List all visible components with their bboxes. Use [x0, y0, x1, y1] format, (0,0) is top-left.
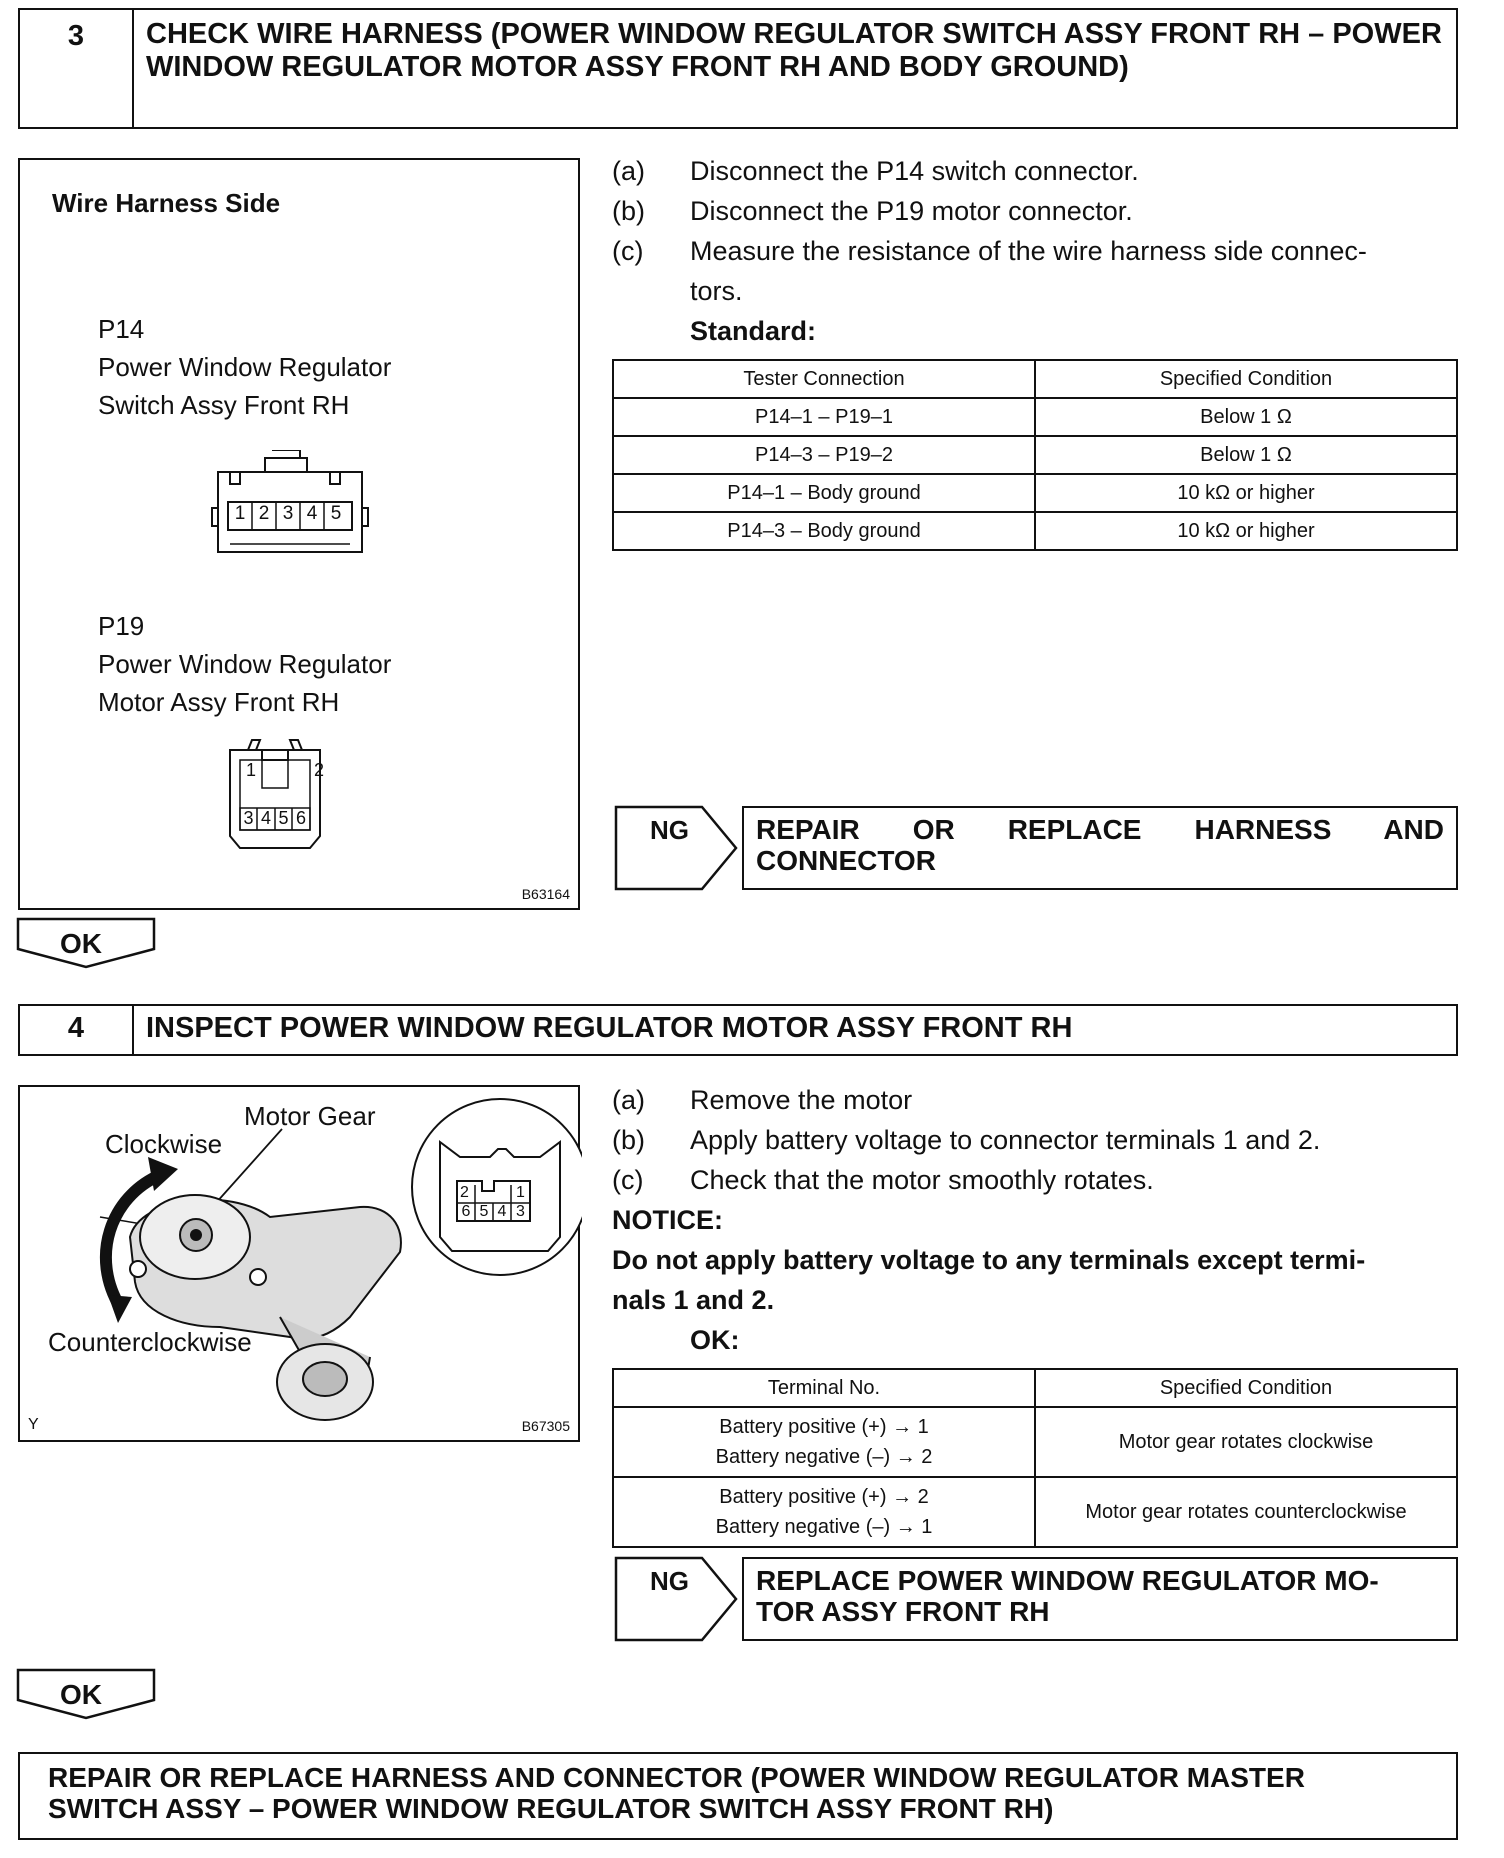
- wire-harness-figure: [18, 158, 580, 910]
- standard-label: Standard:: [690, 316, 817, 346]
- table-header: Tester Connection: [613, 360, 1035, 398]
- p14-pin: 4: [306, 503, 318, 524]
- motor-pin: 1: [516, 1184, 525, 1201]
- resistance-spec-table: [612, 359, 1458, 551]
- table-cell: 10 kΩ or higher: [1035, 474, 1457, 512]
- table-cell: 10 kΩ or higher: [1035, 512, 1457, 550]
- notice-text-line2: nals 1 and 2.: [612, 1285, 775, 1315]
- table-row: [613, 398, 1457, 436]
- p19-pin: 3: [243, 808, 254, 828]
- step-3-header: [18, 8, 1458, 129]
- standard-row: [612, 311, 1462, 351]
- instruction-item: [612, 1160, 1462, 1200]
- ng-result-line2: TOR ASSY FRONT RH: [756, 1596, 1050, 1627]
- instruction-letter: (a): [612, 1085, 645, 1115]
- p14-pin-row: [228, 503, 352, 531]
- motor-figure: [18, 1085, 580, 1442]
- table-cell: P14–1 – Body ground: [613, 474, 1035, 512]
- ng-result-line1: REPLACE POWER WINDOW REGULATOR MO-: [756, 1565, 1379, 1596]
- instruction-letter: (c): [612, 236, 644, 266]
- notice-text-line1: Do not apply battery voltage to any terminals except termi-: [612, 1245, 1366, 1275]
- p14-code: P14: [98, 314, 145, 344]
- final-result-line2: SWITCH ASSY – POWER WINDOW REGULATOR SWITCH ASSY FRONT RH): [48, 1793, 1054, 1824]
- p14-pin: 3: [282, 503, 294, 524]
- p14-pin: 5: [330, 503, 342, 524]
- step-4-instructions: [612, 1080, 1462, 1360]
- terminal-line: Battery positive (+) → 2: [719, 1486, 929, 1508]
- ng-result-box: [742, 1557, 1458, 1641]
- ok-label: OK: [60, 928, 102, 959]
- table-header: Terminal No.: [613, 1369, 1035, 1407]
- instruction-item: [612, 1080, 1462, 1120]
- p14-pin: 2: [258, 503, 270, 524]
- p19-pin-row: [240, 808, 310, 829]
- table-cell: Below 1 Ω: [1035, 436, 1457, 474]
- terminal-line: Battery positive (+) → 1: [719, 1416, 929, 1438]
- step-3-instructions: [612, 151, 1462, 351]
- table-row: [613, 1477, 1457, 1547]
- table-header-row: [613, 1369, 1457, 1407]
- instruction-text-cont: tors.: [690, 276, 743, 306]
- table-header: Specified Condition: [1035, 360, 1457, 398]
- table-row: [613, 474, 1457, 512]
- p19-pin: 5: [278, 808, 289, 828]
- p19-name-line1: Power Window Regulator: [98, 649, 392, 679]
- table-row: [613, 512, 1457, 550]
- instruction-text: Remove the motor: [690, 1085, 913, 1115]
- instruction-text: Disconnect the P14 switch connector.: [690, 156, 1139, 186]
- p14-pin: 1: [234, 503, 246, 524]
- clockwise-label: Clockwise: [105, 1129, 223, 1159]
- table-cell: [613, 1407, 1035, 1477]
- instruction-letter: (b): [612, 1125, 645, 1155]
- motor-pin: 5: [479, 1203, 489, 1220]
- figure-code: B63164: [521, 886, 570, 902]
- instruction-item: [612, 151, 1462, 191]
- table-cell: P14–1 – P19–1: [613, 398, 1035, 436]
- motor-gear-label: Motor Gear: [244, 1101, 376, 1131]
- p14-name-line1: Power Window Regulator: [98, 352, 392, 382]
- terminal-line: Battery negative (–) → 1: [715, 1516, 933, 1538]
- table-row: [613, 436, 1457, 474]
- motor-pin-row: [457, 1203, 530, 1221]
- final-result-line1: REPAIR OR REPLACE HARNESS AND CONNECTOR (POWER WINDOW REGULATOR MASTER: [48, 1762, 1305, 1793]
- table-cell: Motor gear rotates counterclockwise: [1035, 1477, 1457, 1547]
- instruction-text: Check that the motor smoothly rotates.: [690, 1165, 1154, 1195]
- step-4-header: [18, 1004, 1458, 1056]
- instruction-letter: (c): [612, 1165, 644, 1195]
- ng-label: NG: [650, 1566, 689, 1596]
- table-cell: P14–3 – Body ground: [613, 512, 1035, 550]
- p19-pin: 6: [295, 808, 306, 828]
- figure-heading: Wire Harness Side: [52, 188, 281, 218]
- instruction-continuation: [612, 271, 1462, 311]
- table-header: Specified Condition: [1035, 1369, 1457, 1407]
- p14-name-line2: Switch Assy Front RH: [98, 390, 350, 420]
- table-header-row: [613, 360, 1457, 398]
- motor-pin: 4: [497, 1203, 507, 1220]
- table-cell: P14–3 – P19–2: [613, 436, 1035, 474]
- motor-pin: 2: [460, 1184, 469, 1201]
- terminal-line: Battery negative (–) → 2: [715, 1446, 933, 1468]
- ok-label: OK: [60, 1679, 102, 1710]
- figure-corner-mark: Y: [28, 1416, 39, 1433]
- ok-heading: OK:: [690, 1325, 740, 1355]
- step-title: CHECK WIRE HARNESS (POWER WINDOW REGULATOR SWITCH ASSY FRONT RH – POWER WINDOW REGULATOR MOTOR ASSY FRONT RH AND BODY GROUND): [146, 18, 1442, 83]
- table-row: [613, 1407, 1457, 1477]
- table-cell: Below 1 Ω: [1035, 398, 1457, 436]
- p19-pin: 1: [246, 760, 257, 780]
- p19-pin: 4: [260, 808, 271, 828]
- p19-name-line2: Motor Assy Front RH: [98, 687, 340, 717]
- step-number: 4: [20, 1006, 134, 1054]
- ok-heading-row: [612, 1320, 1462, 1360]
- figure-code: B67305: [521, 1418, 570, 1434]
- motor-spec-table: [612, 1368, 1458, 1548]
- counterclockwise-label: Counterclockwise: [48, 1327, 252, 1357]
- ng-label: NG: [650, 815, 689, 845]
- motor-pin: 3: [516, 1203, 525, 1220]
- ng-result-box: [742, 806, 1458, 890]
- instruction-text: Disconnect the P19 motor connector.: [690, 196, 1133, 226]
- step-title: INSPECT POWER WINDOW REGULATOR MOTOR ASSY FRONT RH: [146, 1012, 1073, 1044]
- p19-connector-diagram: [220, 738, 330, 858]
- instruction-text: Apply battery voltage to connector terminals 1 and 2.: [690, 1125, 1321, 1155]
- table-cell: [613, 1477, 1035, 1547]
- instruction-letter: (b): [612, 196, 645, 226]
- instruction-letter: (a): [612, 156, 645, 186]
- ng-result-line1: REPAIR OR REPLACE HARNESS AND: [756, 814, 1444, 845]
- p19-code: P19: [98, 611, 145, 641]
- final-result-box: [18, 1752, 1458, 1840]
- step-number: 3: [20, 10, 134, 127]
- instruction-text: Measure the resistance of the wire harness side connec-: [690, 236, 1367, 266]
- notice-label: NOTICE:: [612, 1205, 723, 1235]
- ng-result-line2: CONNECTOR: [756, 845, 936, 876]
- motor-pin: 6: [461, 1203, 471, 1220]
- p19-pin: 2: [314, 760, 325, 780]
- instruction-item: [612, 191, 1462, 231]
- instruction-item: [612, 231, 1462, 271]
- table-cell: Motor gear rotates clockwise: [1035, 1407, 1457, 1477]
- instruction-item: [612, 1120, 1462, 1160]
- motor-illustration: [20, 1087, 582, 1444]
